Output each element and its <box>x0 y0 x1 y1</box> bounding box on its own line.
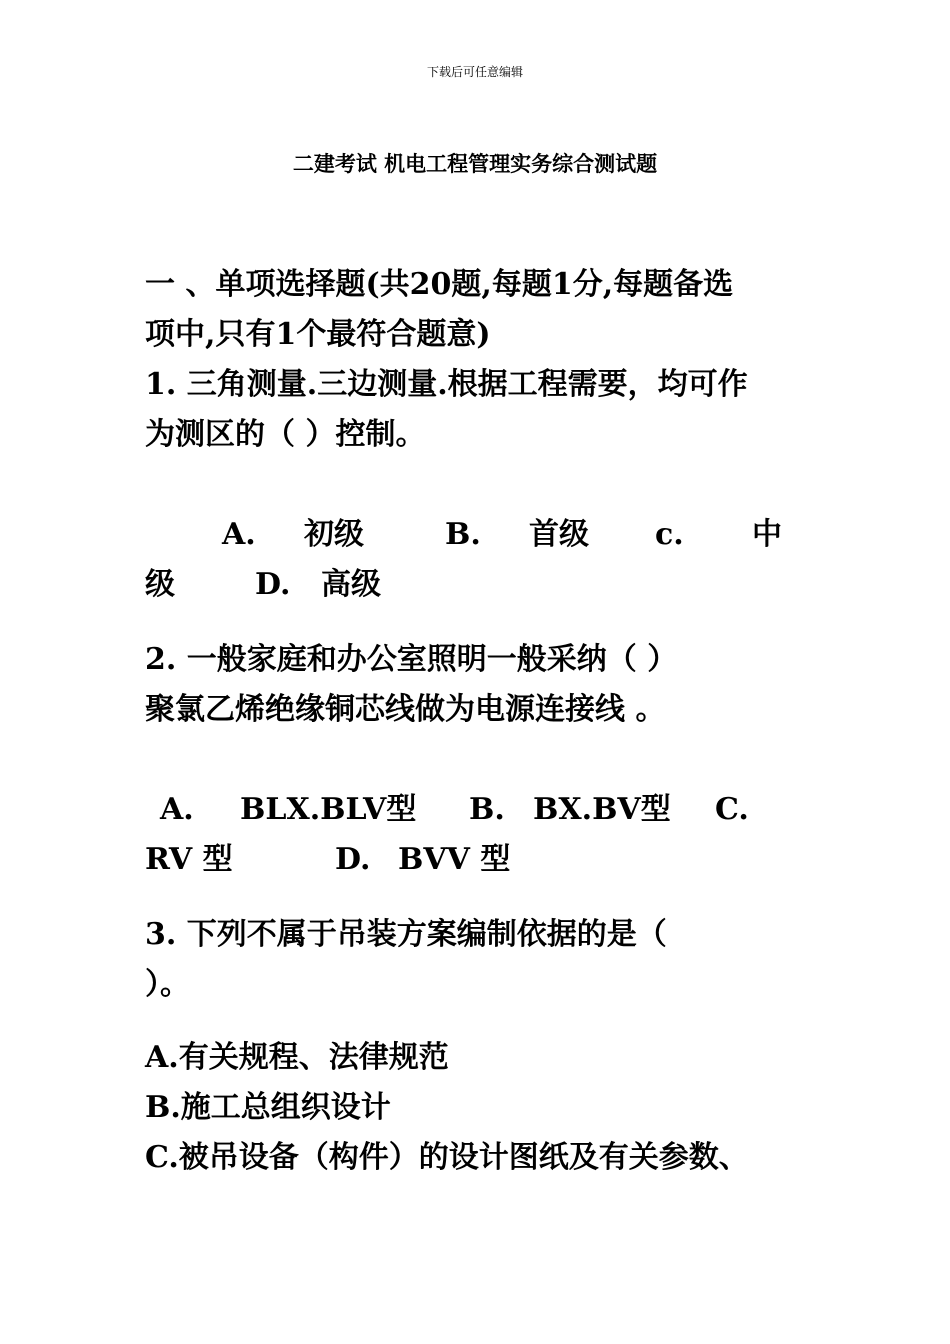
q1-option-c-text-part2: 级 <box>145 567 175 602</box>
q2-option-d-text: BVV 型 <box>398 842 511 877</box>
q2-option-c-text: RV 型 <box>145 842 233 877</box>
q1-option-a-key: A. <box>222 517 256 552</box>
question-3-stem-line1: 3. 下列不属于吊装方案编制依据的是（ <box>145 917 667 952</box>
q1-option-b-key: B. <box>445 517 481 552</box>
q2-option-d-key: D. <box>335 842 371 877</box>
question-2-stem-line1: 2. 一般家庭和办公室照明一般采纳（ ） <box>145 642 678 677</box>
q3-option-c: C.被吊设备（构件）的设计图纸及有关参数、 <box>145 1140 749 1175</box>
q2-option-c-key: C. <box>715 792 749 827</box>
question-3-stem-line2: ）。 <box>145 967 190 1002</box>
page-header-note: 下载后可任意编辑 <box>426 65 523 79</box>
question-1-stem-line2: 为测区的（ ）控制。 <box>145 417 426 452</box>
question-2-stem-line2: 聚氯乙烯绝缘铜芯线做为电源连接线 。 <box>145 692 666 727</box>
section-heading-line2: 项中,只有1个最符合题意) <box>145 317 491 352</box>
q1-option-d-text: 高级 <box>321 567 381 602</box>
q1-option-b-text: 首级 <box>529 517 589 552</box>
section-heading-line1: 一 、单项选择题(共20题,每题1分,每题备选 <box>145 267 734 302</box>
document-title: 二建考试 机电工程管理实务综合测试题 <box>292 151 658 176</box>
q1-option-d-key: D. <box>255 567 291 602</box>
q2-option-b-text: BX.BV型 <box>533 792 671 827</box>
q1-option-c-key: c. <box>655 517 684 552</box>
q1-option-a-text: 初级 <box>304 517 364 552</box>
q3-option-a: A.有关规程、法律规范 <box>145 1040 449 1075</box>
q2-option-b-key: B. <box>469 792 505 827</box>
question-1-stem-line1: 1. 三角测量.三边测量.根据工程需要，均可作 <box>145 367 748 402</box>
q3-option-b: B.施工总组织设计 <box>145 1090 391 1125</box>
q1-option-c-text-part1: 中 <box>752 517 782 552</box>
q2-option-a-key: A. <box>160 792 194 827</box>
q2-option-a-text: BLX.BLV型 <box>240 792 417 827</box>
